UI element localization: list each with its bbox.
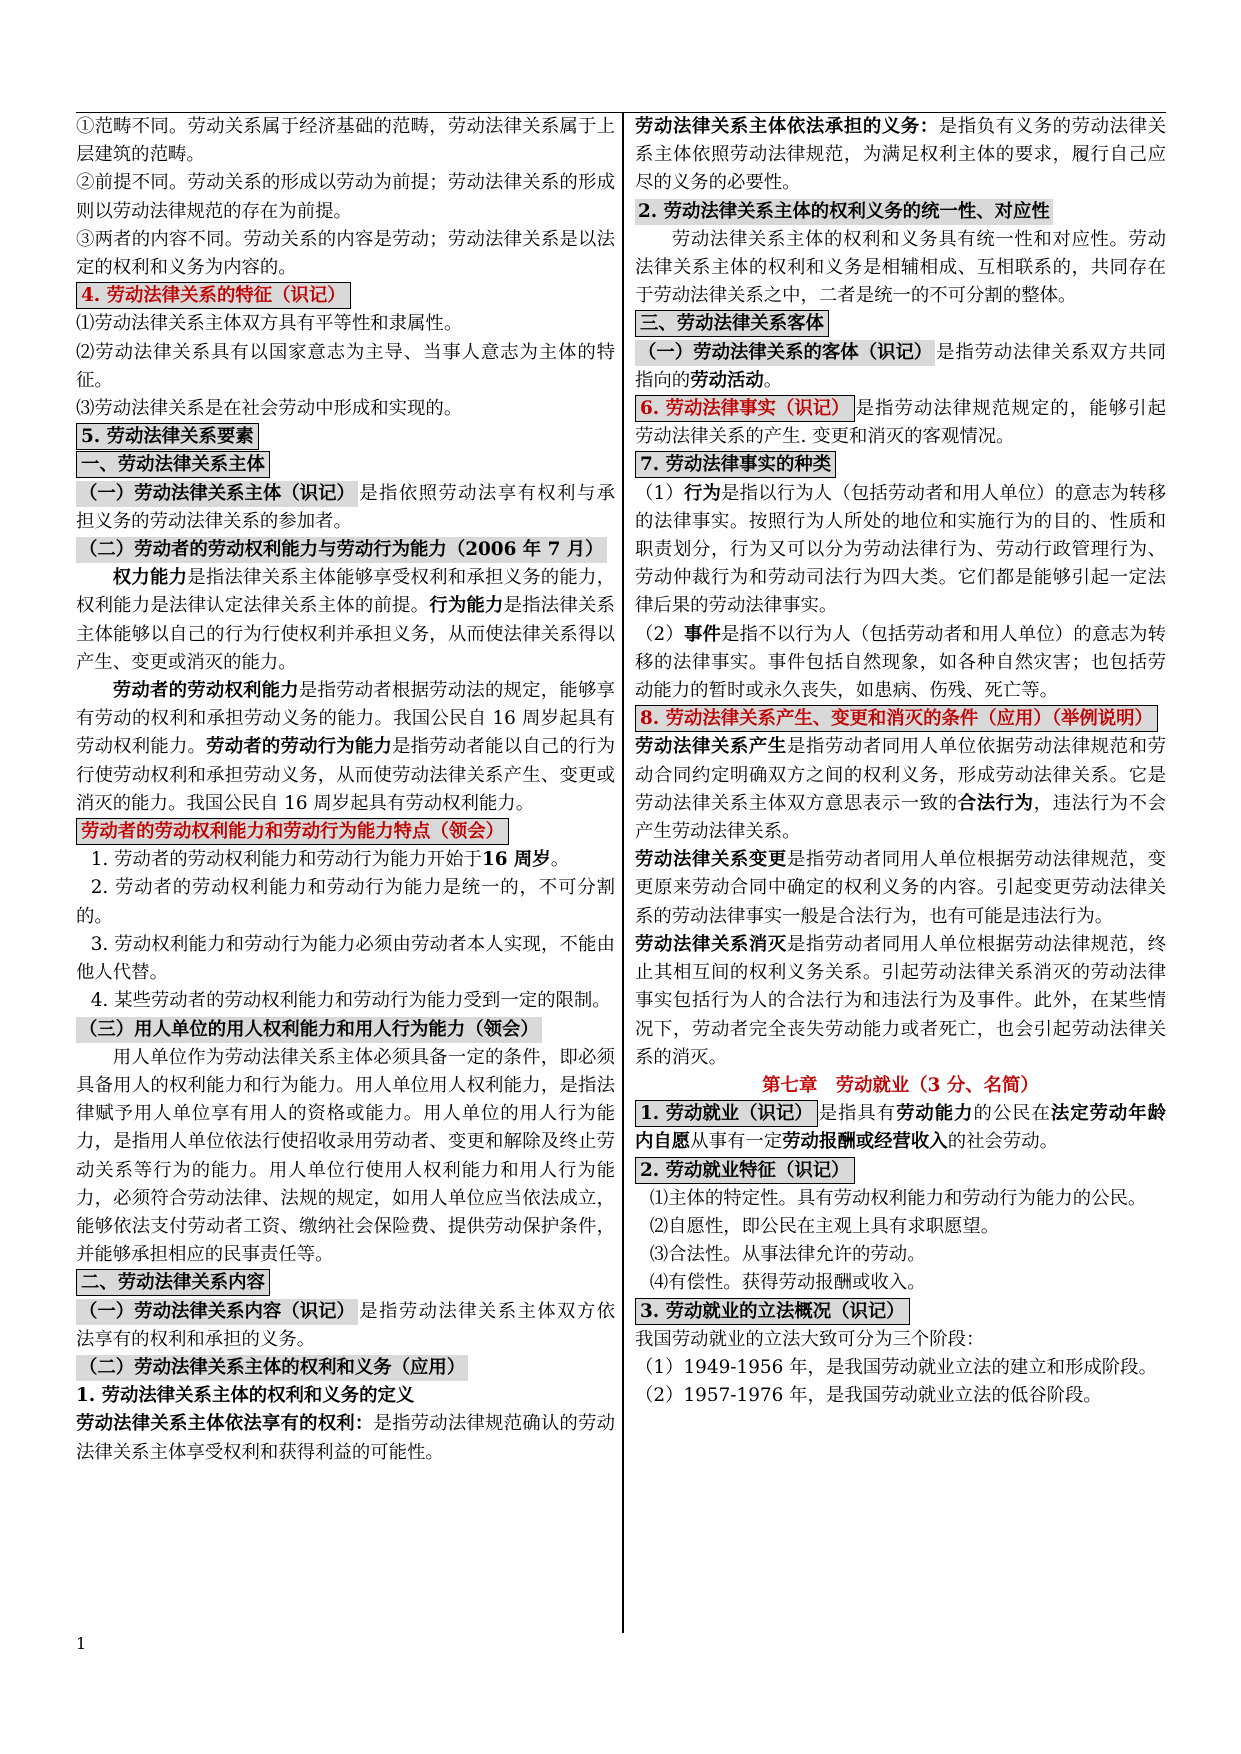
definition-text: 是指法律关系主体能够享受权利和承担义务的能力，权利能力是法律认定法律关系主体的前提。 — [76, 567, 615, 617]
term-bold: 劳动法律关系主体依法承担的义务： — [635, 116, 939, 137]
section-heading: 8. 劳动法律关系产生、变更和消灭的条件（应用）（举例说明） — [635, 705, 1158, 732]
term-label: （二）劳动者的劳动权利能力与劳动行为能力（2006 年 7 月） — [76, 537, 607, 563]
paragraph: 用人单位作为劳动法律关系主体必须具备一定的条件，即必须具备用人的权利能力和行为能力。用人单位用人权利能力，是指法律赋予用人单位享有用人的资格或能力。用人单位的用人行为能力，是指用人单位依法行使招收录用劳动者、变更和解除及终止劳动关系等行为的能力。用人单位行使用人权利能力和用人行为能力，必须符合劳动法律、法规的规定，如用人单位应当依法成立，能够依法支付劳动者工资、缴纳社会保险费、提供劳动保护条件，并能够承担相应的民事责任等。 — [76, 1046, 615, 1266]
definition-text: 是指依照劳动法享有权利与承担义务的劳动法律关系的参加者。 — [76, 482, 615, 532]
term-bold: 行为能力 — [429, 595, 504, 617]
term-label: （三）用人单位的用人权利能力和用人行为能力（领会） — [76, 1017, 542, 1043]
definition-text: 是指劳动法律规范规定的，能够引起劳动法律关系的产生. 变更和消灭的客观情况。 — [635, 398, 1166, 448]
term-bold: 法定劳动年龄内自愿 — [635, 1103, 1166, 1153]
term-bold: 劳动能力 — [896, 1103, 974, 1125]
section-heading: 2. 劳动法律关系主体的权利义务的统一性、对应性 — [635, 199, 1053, 225]
definition-text: 是指劳动者能以自己的行为行使劳动权利和承担劳动义务，从而使劳动法律关系产生、变更或消灭的能力。我国公民自 16 周岁起具有劳动权利能力。 — [76, 736, 615, 814]
term-bold: 劳动法律关系变更 — [635, 849, 787, 871]
list-item: ⑶合法性。从事法律允许的劳动。 — [649, 1244, 926, 1266]
term-label: （一）劳动法律关系内容（识记） — [76, 1299, 358, 1325]
definition-text: 是指法律关系主体能够以自己的行为行使权利并承担义务，从而使法律关系得以产生、变更或消灭的能力。 — [76, 595, 615, 673]
list-item: 1. 劳动者的劳动权利能力和劳动行为能力开始于 — [90, 849, 482, 871]
definition-text: 是指负有义务的劳动法律关系主体依照劳动法律规范，为满足权利主体的要求，履行自己应尽的义务的必要性。 — [635, 116, 1166, 194]
page-body — [76, 112, 1166, 1633]
term-bold: 劳动者的劳动行为能力 — [206, 736, 393, 758]
section-heading: 6. 劳动法律事实（识记） — [635, 395, 855, 422]
definition-text: 是指劳动法律规范确认的劳动法律关系主体享受权利和获得利益的可能性。 — [76, 1413, 615, 1463]
definition-text: 是指以行为人（包括劳动者和用人单位）的意志为转移的法律事实。按照行为人所处的地位和实施行为的目的、性质和职责划分，行为又可以分为劳动法律行为、劳动行政管理行为、劳动仲裁行为和劳动司法行为四大类。它们都是能够引起一定法律后果的劳动法律事实。 — [635, 482, 1166, 617]
paragraph: ①范畴不同。劳动关系属于经济基础的范畴，劳动法律关系属于上层建筑的范畴。 — [76, 116, 615, 166]
term-bold: 劳动者的劳动权利能力 — [112, 680, 299, 702]
term-bold: 劳动法律关系消灭 — [635, 933, 787, 955]
paragraph: ②前提不同。劳动关系的形成以劳动为前提；劳动法律关系的形成则以劳动法律规范的存在为前提。 — [76, 172, 615, 222]
paragraph: ③两者的内容不同。劳动关系的内容是劳动；劳动法律关系是以法定的权利和义务为内容的。 — [76, 228, 615, 279]
definition-text: ，违法行为不会产生劳动法律关系。 — [635, 792, 1166, 843]
list-item: ⑴主体的特定性。具有劳动权利能力和劳动行为能力的公民。 — [649, 1187, 1147, 1209]
page-number: 1 — [76, 1634, 87, 1653]
list-item: ⑷有偿性。获得劳动报酬或收入。 — [649, 1272, 926, 1294]
subsection-heading: 二、劳动法律关系内容 — [76, 1269, 270, 1296]
section-heading: 1. 劳动就业（识记） — [635, 1100, 818, 1127]
section-heading: 劳动者的劳动权利能力和劳动行为能力特点（领会） — [76, 818, 509, 845]
paragraph: 我国劳动就业的立法大致可分为三个阶段： — [635, 1328, 985, 1350]
definition-text: 是指劳动者根据劳动法的规定，能够享有劳动的权利和承担劳动义务的能力。我国公民自 16 周岁起具有劳动权利能力。 — [76, 680, 615, 758]
definition-text: 是指劳动者同用人单位依据劳动法律规范和劳动合同约定明确双方之间的权利义务，形成劳动法律关系。它是劳动法律关系主体双方意思表示一致的 — [635, 736, 1166, 814]
list-item: ⑴劳动法律关系主体双方具有平等性和隶属性。 — [76, 313, 463, 335]
punctuation: 。 — [763, 369, 783, 391]
term-bold: 劳动法律关系主体依法享有的权利： — [76, 1413, 374, 1435]
term-bold: 劳动法律关系产生 — [635, 736, 787, 758]
subsection-heading: 三、劳动法律关系客体 — [635, 310, 829, 337]
definition-text: 是指劳动者同用人单位根据劳动法律规范，终止其相互间的权利义务关系。引起劳动法律关系消灭的劳动法律事实包括行为人的合法行为和违法行为及事件。此外，在某些情况下，劳动者完全丧失劳动能力或者死亡，也会引起劳动法律关系的消灭。 — [635, 933, 1166, 1068]
subsection-heading: 一、劳动法律关系主体 — [76, 451, 270, 478]
definition-text: 是指不以行为人（包括劳动者和用人单位）的意志为转移的法律事实。事件包括自然现象，如各种自然灾害；也包括劳动能力的暂时或永久丧失，如患病、伤残、死亡等。 — [635, 623, 1166, 702]
paragraph: 劳动法律关系主体的权利和义务具有统一性和对应性。劳动法律关系主体的权利和义务是相辅相成、互相联系的，共同存在于劳动法律关系之中，二者是统一的不可分割的整体。 — [635, 228, 1166, 307]
term-label: （二）劳动法律关系主体的权利和义务（应用） — [76, 1355, 468, 1381]
section-heading: 7. 劳动法律事实的种类 — [635, 451, 836, 478]
definition-text: 是指劳动者同用人单位根据劳动法律规范，变更原来劳动合同中确定的权利义务的内容。引起变更劳动法律关系的劳动法律事实一般是合法行为，也有可能是违法行为。 — [635, 849, 1166, 927]
term-bold: 劳动报酬或经营收入 — [782, 1131, 948, 1153]
list-item: （2）1957-1976 年，是我国劳动就业立法的低谷阶段。 — [635, 1385, 1102, 1407]
section-heading: 2. 劳动就业特征（识记） — [635, 1157, 855, 1184]
term-bold: 合法行为 — [957, 792, 1034, 814]
right-column — [627, 113, 1166, 1633]
term-label: （一）劳动法律关系主体（识记） — [76, 481, 358, 507]
section-heading: 4. 劳动法律关系的特征（识记） — [76, 282, 351, 309]
left-column — [76, 113, 621, 1633]
list-marker: （1） — [635, 482, 684, 504]
list-marker: （2） — [635, 623, 684, 645]
list-item: ⑵劳动法律关系具有以国家意志为主导、当事人意志为主体的特征。 — [76, 341, 615, 391]
section-heading: 3. 劳动就业的立法概况（识记） — [635, 1298, 910, 1325]
section-heading: 5. 劳动法律关系要素 — [76, 423, 259, 450]
list-item: ⑶劳动法律关系是在社会劳动中形成和实现的。 — [76, 398, 463, 420]
definition-text: 从事有一定 — [690, 1131, 783, 1153]
term-bold: 权力能力 — [112, 567, 188, 589]
term-bold: 行为 — [683, 482, 722, 504]
list-item: ⑵自愿性，即公民在主观上具有求职愿望。 — [649, 1215, 1000, 1237]
list-item: 2. 劳动者的劳动权利能力和劳动行为能力是统一的，不可分割的。 — [76, 877, 615, 927]
term-bold: 劳动活动 — [690, 369, 764, 391]
definition-text: 是指劳动法律关系双方共同指向的 — [635, 341, 1166, 391]
term-bold: 事件 — [683, 623, 722, 645]
definition-text: 的公民在 — [973, 1103, 1051, 1125]
term-label: （一）劳动法律关系的客体（识记） — [635, 340, 935, 366]
punctuation: 。 — [550, 849, 570, 871]
list-item: （1）1949-1956 年，是我国劳动就业立法的建立和形成阶段。 — [635, 1356, 1157, 1378]
chapter-title: 第七章 劳动就业（3 分、名简） — [762, 1074, 1039, 1096]
term-bold: 16 周岁 — [481, 849, 551, 871]
definition-text: 是指具有 — [817, 1103, 897, 1125]
definition-text: 是指劳动法律关系主体双方依法享有的权利和承担的义务。 — [76, 1300, 615, 1350]
subsection-heading: 1. 劳动法律关系主体的权利和义务的定义 — [76, 1385, 415, 1407]
definition-text: 的社会劳动。 — [947, 1131, 1059, 1153]
column-divider — [622, 113, 624, 1633]
list-item: 4. 某些劳动者的劳动权利能力和劳动行为能力受到一定的限制。 — [90, 990, 611, 1012]
list-item: 3. 劳动权利能力和劳动行为能力必须由劳动者本人实现，不能由他人代替。 — [76, 933, 615, 984]
